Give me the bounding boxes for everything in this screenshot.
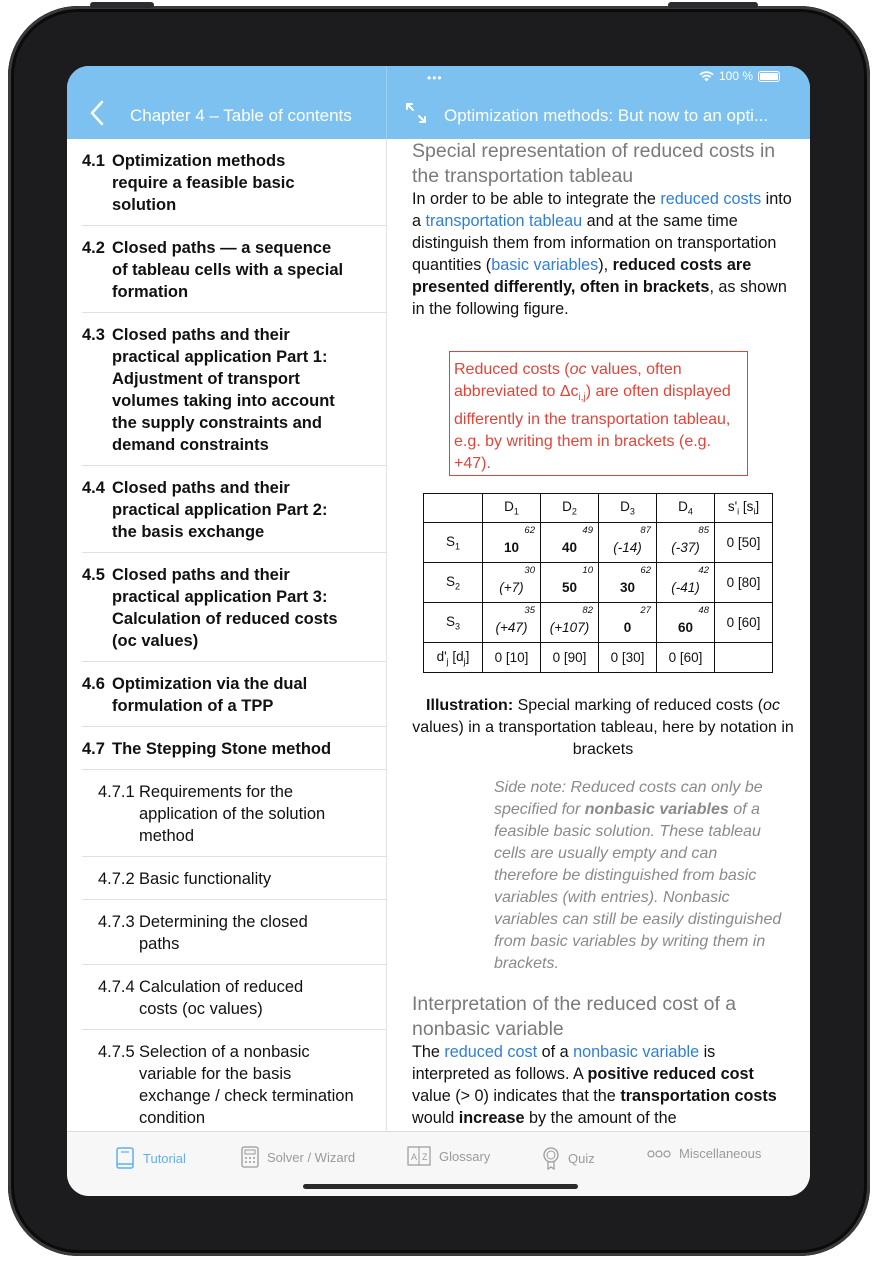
toc-text: Closed paths and their practical application Part 1: Adjustment of transport volumes taking into account the supply constraints and demand constraints [112, 326, 335, 454]
more-icon [647, 1150, 671, 1158]
toc-text: Determining the closed paths [139, 913, 308, 953]
text: into a [412, 190, 792, 230]
toc-item-4-7-5[interactable] [82, 1041, 386, 1129]
divider [82, 769, 386, 770]
demand-cell: 0 [90] [541, 643, 599, 673]
table-row [424, 603, 773, 643]
text: Side note: Reduced costs can only be specified for [494, 779, 763, 818]
text: value (> 0) indicates that the [412, 1087, 621, 1105]
toc-item-4-7-1[interactable] [82, 781, 386, 847]
table-header-row [424, 494, 773, 523]
column-header: $D_2$ [541, 494, 599, 523]
toc-item-4-2[interactable] [82, 237, 386, 303]
calculator-icon [241, 1146, 259, 1168]
toc-text: Basic functionality [139, 870, 272, 888]
toc-item-4-7-2[interactable] [82, 868, 386, 890]
toc-num: 4.2 [82, 239, 105, 257]
row-header: $S_2$ [424, 563, 483, 603]
link-transportation-tableau[interactable]: transportation tableau [425, 212, 583, 230]
article-content [412, 139, 794, 1131]
toc-text: Optimization via the dual formulation of a TPP [112, 675, 308, 715]
toc-item-4-7-4[interactable] [82, 976, 386, 1020]
section-heading: Interpretation of the reduced cost of a nonbasic variable [412, 993, 737, 1040]
link-basic-variables[interactable]: basic variables [491, 256, 599, 274]
divider [82, 465, 386, 466]
transportation-tableau [423, 493, 773, 673]
table-row [424, 523, 773, 563]
text: by the amount of the [524, 1109, 677, 1127]
screen [67, 66, 810, 1196]
table-row [424, 563, 773, 603]
bold-text: nonbasic variables [584, 801, 729, 818]
row-header: $S_3$ [424, 603, 483, 643]
multitask-dots[interactable]: ••• [427, 71, 443, 85]
divider [82, 899, 386, 900]
callout-box [449, 351, 748, 476]
tab-tutorial[interactable] [115, 1146, 186, 1170]
supply-cell: 0 [80] [715, 563, 773, 603]
medal-icon [542, 1146, 560, 1170]
empty-cell [715, 643, 773, 673]
divider [82, 312, 386, 313]
tab-glossary[interactable] [407, 1146, 490, 1166]
toc-text: Optimization methods require a feasible basic solution [112, 152, 295, 214]
text: In order to be able to integrate the [412, 190, 661, 208]
bold-text: Illustration: [426, 697, 514, 714]
text: values) in a transportation tableau, here by notation in brackets [412, 719, 794, 758]
toc-item-4-5[interactable] [82, 564, 386, 652]
text: and at the same time distinguish them from information on transportation quantities ( [412, 212, 777, 274]
toc-num: 4.7.3 [98, 913, 135, 931]
navigation-header [67, 66, 810, 139]
supply-cell: 0 [60] [715, 603, 773, 643]
paragraph-interpretation [412, 1041, 794, 1129]
demand-cell: 0 [60] [657, 643, 715, 673]
hardware-button [668, 2, 758, 8]
text: ) are often displayed differently in the transportation tableau, e.g. by writing them in brackets (e.g. +47). [454, 383, 731, 473]
toc-num: 4.4 [82, 479, 105, 497]
toc-num: 4.7 [82, 740, 105, 758]
column-header: $D_1$ [483, 494, 541, 523]
toc-text: Closed paths and their practical application Part 3: Calculation of reduced costs (oc values) [112, 566, 338, 650]
svg-text:A: A [411, 1152, 418, 1162]
toc-text: Calculation of reduced costs (oc values) [139, 978, 304, 1018]
table-cell: 35 (+47) [483, 603, 541, 643]
demand-cell: 0 [10] [483, 643, 541, 673]
hardware-button [90, 2, 154, 8]
toc-item-4-7[interactable] [82, 738, 386, 760]
book-icon [115, 1146, 135, 1170]
divider [82, 856, 386, 857]
table-cell: 49 40 [541, 523, 599, 563]
subscript: i,j [578, 392, 586, 404]
link-reduced-costs[interactable]: reduced costs [660, 190, 762, 208]
panel-divider [386, 139, 387, 1131]
toc-text: Requirements for the application of the solution method [139, 783, 326, 845]
toc-item-4-6[interactable] [82, 673, 386, 717]
table-cell: 62 30 [599, 563, 657, 603]
divider [82, 225, 386, 226]
battery-percent: 100 % [718, 69, 753, 83]
divider [82, 1029, 386, 1030]
toc-title: Chapter 4 – Table of contents [130, 106, 352, 125]
side-note [494, 777, 784, 975]
bold-text: positive reduced cost [587, 1065, 754, 1083]
wifi-icon [699, 71, 714, 82]
toc-num: 4.7.5 [98, 1043, 135, 1061]
svg-text:Z: Z [422, 1152, 428, 1162]
table-cell: 87 (-14) [599, 523, 657, 563]
column-header: $D_3$ [599, 494, 657, 523]
text: Special marking of reduced costs ( [513, 697, 764, 714]
text: Reduced costs ( [454, 361, 570, 378]
tab-label: Tutorial [143, 1150, 186, 1166]
tab-miscellaneous[interactable] [647, 1146, 761, 1161]
table-footer-row [424, 643, 773, 673]
divider [82, 964, 386, 965]
figure-caption [412, 695, 794, 761]
demand-cell: 0 [30] [599, 643, 657, 673]
battery-icon [758, 71, 780, 82]
table-cell: 82 (+107) [541, 603, 599, 643]
text: is interpreted as follows. A [412, 1043, 716, 1083]
text: The [412, 1043, 445, 1061]
column-header: $D_4$ [657, 494, 715, 523]
table-cell: 85 (-37) [657, 523, 715, 563]
link-reduced-cost[interactable]: reduced cost [444, 1043, 538, 1061]
back-chevron-icon[interactable] [89, 100, 105, 126]
toc-num: 4.7.1 [98, 783, 135, 801]
tab-quiz[interactable] [542, 1146, 595, 1170]
row-header: $d'_j$ $[d_j]$ [424, 643, 483, 673]
toc-item-4-4[interactable] [82, 477, 386, 543]
toc-text: Selection of a nonbasic variable for the basis exchange / check termination condition [139, 1043, 354, 1127]
italic-text: oc [569, 361, 587, 378]
toc-text: The Stepping Stone method [112, 740, 332, 758]
bold-text: transportation costs [620, 1087, 777, 1105]
tab-label: Miscellaneous [679, 1146, 762, 1161]
paragraph-intro [412, 188, 794, 320]
row-header: $S_1$ [424, 523, 483, 563]
table-cell: 48 60 [657, 603, 715, 643]
table-cell: 42 (-41) [657, 563, 715, 603]
toc-text: Closed paths — a sequence of tableau cells with a special formation [112, 239, 344, 301]
toc-num: 4.6 [82, 675, 105, 693]
text: , as shown in the following figure. [412, 278, 787, 318]
home-indicator[interactable] [303, 1184, 578, 1189]
link-nonbasic-variable[interactable]: nonbasic variable [573, 1043, 700, 1061]
toc-item-4-1[interactable] [82, 150, 386, 216]
toc-num: 4.1 [82, 152, 105, 170]
header-divider [386, 66, 387, 139]
text: would [412, 1109, 459, 1127]
tab-label: Solver / Wizard [267, 1149, 356, 1165]
divider [82, 726, 386, 727]
toc-text: Closed paths and their practical application Part 2: the basis exchange [112, 479, 328, 541]
expand-icon[interactable] [405, 102, 427, 124]
toc-num: 4.7.2 [98, 870, 135, 888]
text: ), [598, 256, 613, 274]
supply-cell: 0 [50] [715, 523, 773, 563]
column-header: $s'_i$ $[s_i]$ [715, 494, 773, 523]
text: values, often abbreviated to Δc [454, 361, 682, 400]
bold-text: increase [458, 1109, 525, 1127]
divider [82, 552, 386, 553]
toc-panel [67, 139, 386, 1131]
tab-label: Quiz [568, 1150, 595, 1166]
divider [82, 661, 386, 662]
toc-num: 4.7.4 [98, 978, 135, 996]
italic-text: oc [763, 697, 780, 714]
text: of a feasible basic solution. These tableau cells are usually empty and can therefore be distinguished from basic variables (with entries). Nonbasic variables can still be easily distinguished from basic variables by writing them in brackets. [494, 801, 782, 972]
table-corner [424, 494, 483, 523]
glossary-icon [407, 1146, 431, 1166]
table-cell: 27 0 [599, 603, 657, 643]
toc-num: 4.5 [82, 566, 105, 584]
status-bar [699, 69, 780, 83]
page-title: Optimization methods: But now to an opti... [444, 106, 769, 125]
toc-item-4-7-3[interactable] [82, 911, 386, 955]
bold-text: reduced costs are presented differently, often in brackets [412, 256, 752, 296]
table-cell: 30 (+7) [483, 563, 541, 603]
table-cell: 62 10 [483, 523, 541, 563]
toc-item-4-3[interactable] [82, 324, 386, 456]
text: of a [537, 1043, 574, 1061]
section-heading: Special representation of reduced costs in the transportation tableau [412, 140, 776, 187]
tab-solver[interactable] [241, 1146, 355, 1168]
toc-num: 4.3 [82, 326, 105, 344]
tab-label: Glossary [439, 1148, 491, 1164]
table-cell: 10 50 [541, 563, 599, 603]
